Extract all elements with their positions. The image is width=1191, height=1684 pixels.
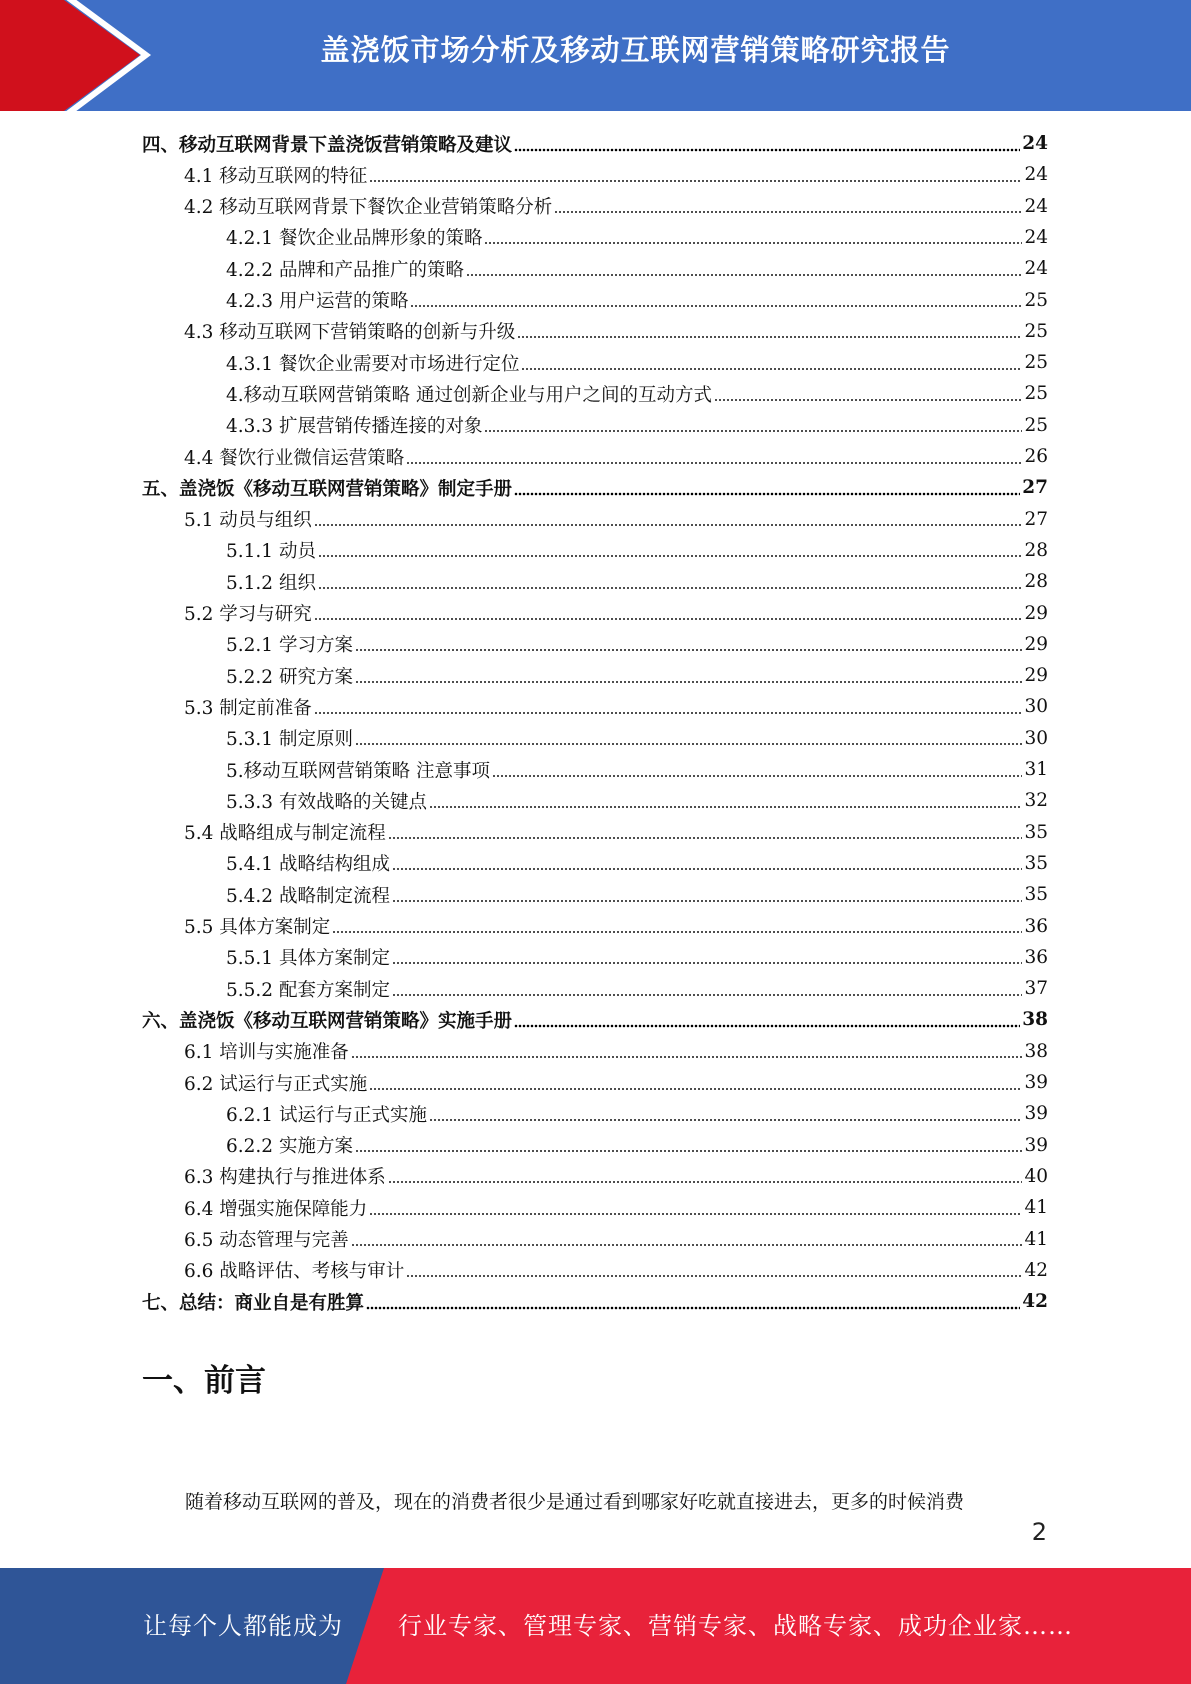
toc-dot-leader — [429, 1105, 1022, 1123]
toc-entry-page: 24 — [1024, 164, 1048, 186]
toc-dot-leader — [355, 1136, 1023, 1154]
toc-dot-leader — [332, 917, 1022, 935]
toc-dot-leader — [369, 166, 1022, 184]
toc-entry-label: 4.2.1 餐饮企业品牌形象的策略 — [226, 228, 483, 250]
toc-entry-label: 六、盖浇饭《移动互联网营销策略》实施手册 — [142, 1010, 513, 1032]
toc-entry[interactable] — [184, 1224, 1048, 1255]
toc-entry-page: 38 — [1022, 1009, 1048, 1031]
toc-dot-leader — [406, 1261, 1022, 1279]
toc-dot-leader — [355, 635, 1023, 653]
toc-dot-leader — [392, 980, 1022, 998]
toc-entry[interactable] — [184, 441, 1048, 472]
toc-entry[interactable] — [226, 222, 1048, 253]
toc-entry-page: 42 — [1024, 1259, 1048, 1281]
toc-entry[interactable] — [184, 159, 1048, 190]
toc-entry[interactable] — [226, 879, 1048, 910]
toc-entry-page: 40 — [1024, 1165, 1048, 1187]
toc-entry-label: 5.5.1 具体方案制定 — [226, 948, 390, 970]
toc-entry-label: 6.1 培训与实施准备 — [184, 1042, 349, 1064]
header-title: 盖浇饭市场分析及移动互联网营销策略研究报告 — [320, 33, 951, 67]
toc-entry-label: 5.1.1 动员 — [226, 541, 316, 563]
toc-entry-label: 5.4 战略组成与制定流程 — [184, 823, 386, 845]
page-header-banner — [0, 0, 1191, 111]
toc-entry-label: 七、总结：商业自是有胜算 — [142, 1292, 365, 1314]
toc-entry[interactable] — [226, 535, 1048, 566]
toc-entry-label: 6.3 构建执行与推进体系 — [184, 1167, 386, 1189]
toc-entry-label: 4.3 移动互联网下营销策略的创新与升级 — [184, 322, 516, 344]
toc-entry-label: 5.2 学习与研究 — [184, 604, 312, 625]
toc-dot-leader — [392, 948, 1022, 966]
toc-entry[interactable] — [142, 128, 1048, 159]
toc-entry-page: 28 — [1024, 539, 1048, 561]
toc-dot-leader — [351, 1230, 1023, 1248]
page-footer-banner — [0, 1568, 1191, 1684]
toc-entry-page: 27 — [1022, 477, 1048, 499]
toc-entry-page: 39 — [1024, 1134, 1048, 1156]
toc-dot-leader — [388, 1167, 1023, 1185]
toc-entry-page: 30 — [1024, 727, 1048, 749]
toc-dot-leader — [410, 291, 1022, 309]
toc-entry-label: 5.4.1 战略结构组成 — [226, 854, 390, 876]
toc-entry-label: 5.3.1 制定原则 — [226, 729, 353, 751]
toc-entry-label: 4.2 移动互联网背景下餐饮企业营销策略分析 — [184, 197, 553, 219]
toc-entry-label: 5.2.2 研究方案 — [226, 666, 353, 688]
toc-entry[interactable] — [184, 191, 1048, 222]
toc-entry-page: 25 — [1024, 414, 1048, 436]
toc-dot-leader — [514, 135, 1020, 153]
toc-entry[interactable] — [142, 1004, 1048, 1035]
toc-dot-leader — [406, 448, 1022, 466]
toc-entry-page: 29 — [1024, 602, 1048, 624]
toc-entry[interactable] — [184, 911, 1048, 942]
toc-entry-page: 25 — [1024, 383, 1048, 405]
page-number: 2 — [1031, 1518, 1047, 1546]
toc-entry-label: 5.移动互联网营销策略 注意事项 — [226, 760, 491, 782]
toc-entry-label: 6.4 增强实施保障能力 — [184, 1198, 368, 1220]
toc-entry-page: 29 — [1024, 633, 1048, 655]
toc-dot-leader — [318, 541, 1023, 559]
toc-dot-leader — [517, 322, 1022, 340]
toc-dot-leader — [369, 1199, 1022, 1217]
toc-entry[interactable] — [226, 347, 1048, 378]
toc-entry-label: 6.5 动态管理与完善 — [184, 1230, 349, 1251]
toc-entry-label: 6.6 战略评估、考核与审计 — [184, 1261, 405, 1283]
toc-entry-page: 30 — [1024, 696, 1048, 718]
toc-dot-leader — [514, 1011, 1020, 1029]
toc-entry-label: 5.3 制定前准备 — [184, 697, 312, 719]
toc-entry-label: 4.移动互联网营销策略 通过创新企业与用户之间的互动方式 — [226, 384, 713, 406]
toc-entry[interactable] — [226, 1098, 1048, 1129]
toc-entry-page: 27 — [1024, 508, 1048, 530]
toc-entry-page: 32 — [1024, 790, 1048, 812]
toc-entry[interactable] — [226, 973, 1048, 1004]
toc-entry[interactable] — [226, 754, 1048, 785]
toc-dot-leader — [314, 604, 1023, 622]
toc-dot-leader — [429, 792, 1022, 810]
toc-entry-page: 39 — [1024, 1072, 1048, 1093]
toc-entry[interactable] — [184, 1067, 1048, 1098]
toc-entry[interactable] — [184, 504, 1048, 535]
toc-entry-page: 26 — [1024, 446, 1048, 467]
toc-entry-page: 31 — [1024, 759, 1048, 780]
toc-entry[interactable] — [184, 1036, 1048, 1067]
toc-entry[interactable] — [142, 472, 1048, 503]
toc-dot-leader — [466, 260, 1022, 278]
toc-dot-leader — [492, 761, 1022, 779]
toc-entry-page: 42 — [1022, 1291, 1048, 1313]
toc-entry[interactable] — [184, 316, 1048, 347]
toc-dot-leader — [554, 197, 1022, 215]
toc-entry-label: 四、移动互联网背景下盖浇饭营销策略及建议 — [142, 134, 513, 156]
toc-entry[interactable] — [184, 598, 1048, 629]
toc-entry-label: 4.2.2 品牌和产品推广的策略 — [226, 259, 464, 281]
toc-dot-leader — [514, 479, 1020, 497]
toc-entry-label: 4.1 移动互联网的特征 — [184, 165, 368, 187]
toc-entry-page: 36 — [1024, 915, 1048, 937]
toc-entry-page: 35 — [1024, 821, 1048, 843]
toc-dot-leader — [714, 385, 1022, 403]
toc-entry[interactable] — [226, 253, 1048, 284]
footer-slogan-right: 行业专家、管理专家、营销专家、战略专家、成功企业家…… — [398, 1612, 1073, 1640]
toc-entry-label: 5.4.2 战略制定流程 — [226, 885, 390, 907]
toc-entry-page: 25 — [1024, 320, 1048, 342]
footer-slogan-left: 让每个人都能成为 — [143, 1612, 343, 1640]
toc-entry[interactable] — [226, 378, 1048, 409]
toc-entry-page: 39 — [1024, 1103, 1048, 1125]
toc-entry[interactable] — [226, 785, 1048, 816]
toc-entry-page: 24 — [1024, 226, 1048, 248]
toc-dot-leader — [369, 1074, 1022, 1092]
toc-entry-page: 37 — [1024, 978, 1048, 1000]
toc-entry[interactable] — [226, 566, 1048, 597]
toc-entry[interactable] — [184, 1161, 1048, 1192]
toc-entry-label: 5.3.3 有效战略的关键点 — [226, 791, 427, 813]
toc-dot-leader — [484, 228, 1022, 246]
toc-entry-label: 5.1 动员与组织 — [184, 510, 312, 532]
toc-entry-label: 6.2.2 实施方案 — [226, 1136, 353, 1158]
section-heading: 一、前言 — [142, 1363, 266, 1399]
toc-dot-leader — [388, 823, 1023, 841]
toc-entry-label: 4.2.3 用户运营的策略 — [226, 291, 409, 312]
toc-entry[interactable] — [226, 410, 1048, 441]
toc-dot-leader — [521, 354, 1022, 372]
toc-entry-label: 五、盖浇饭《移动互联网营销策略》制定手册 — [142, 478, 513, 500]
toc-entry-label: 4.3.1 餐饮企业需要对市场进行定位 — [226, 353, 520, 375]
toc-dot-leader — [314, 698, 1023, 716]
toc-entry-label: 5.5.2 配套方案制定 — [226, 979, 390, 1001]
toc-entry[interactable] — [226, 629, 1048, 660]
toc-entry-page: 28 — [1024, 571, 1048, 593]
toc-entry[interactable] — [226, 723, 1048, 754]
toc-dot-leader — [355, 667, 1023, 685]
toc-entry-label: 6.2.1 试运行与正式实施 — [226, 1104, 427, 1126]
toc-entry-page: 24 — [1024, 195, 1048, 217]
toc-entry-page: 35 — [1024, 852, 1048, 874]
toc-entry-label: 6.2 试运行与正式实施 — [184, 1073, 368, 1095]
toc-dot-leader — [366, 1293, 1020, 1311]
toc-entry-label: 5.1.2 组织 — [226, 572, 316, 594]
toc-entry-page: 25 — [1024, 289, 1048, 311]
toc-entry-label: 4.3.3 扩展营销传播连接的对象 — [226, 416, 483, 438]
toc-dot-leader — [355, 729, 1023, 747]
body-paragraph: 随着移动互联网的普及，现在的消费者很少是通过看到哪家好吃就直接进去，更多的时候消费 — [185, 1491, 965, 1513]
toc-entry-page: 24 — [1022, 133, 1048, 154]
toc-dot-leader — [351, 1042, 1023, 1060]
toc-entry[interactable] — [184, 691, 1048, 722]
toc-entry-page: 29 — [1024, 665, 1048, 687]
header-chevron-decoration — [0, 0, 160, 111]
toc-dot-leader — [318, 573, 1023, 591]
toc-entry-page: 24 — [1024, 258, 1048, 280]
toc-entry-page: 38 — [1024, 1040, 1048, 1062]
toc-entry[interactable] — [184, 1192, 1048, 1223]
toc-entry-page: 41 — [1024, 1228, 1048, 1250]
toc-entry[interactable] — [226, 660, 1048, 691]
toc-entry-label: 5.5 具体方案制定 — [184, 917, 331, 938]
toc-dot-leader — [314, 510, 1023, 528]
toc-entry-label: 5.2.1 学习方案 — [226, 635, 353, 657]
toc-entry[interactable] — [226, 285, 1048, 316]
toc-entry-page: 25 — [1024, 352, 1048, 374]
toc-entry[interactable] — [184, 817, 1048, 848]
toc-entry-page: 35 — [1024, 884, 1048, 906]
toc-entry[interactable] — [226, 1130, 1048, 1161]
toc-entry[interactable] — [184, 1255, 1048, 1286]
toc-entry[interactable] — [226, 942, 1048, 973]
toc-dot-leader — [484, 416, 1022, 434]
toc-entry[interactable] — [226, 848, 1048, 879]
toc-entry-label: 4.4 餐饮行业微信运营策略 — [184, 447, 405, 469]
toc-dot-leader — [392, 886, 1022, 904]
toc-entry-page: 36 — [1024, 946, 1048, 968]
toc-entry-page: 41 — [1024, 1197, 1048, 1219]
toc-dot-leader — [392, 854, 1022, 872]
toc-entry[interactable] — [142, 1286, 1048, 1317]
